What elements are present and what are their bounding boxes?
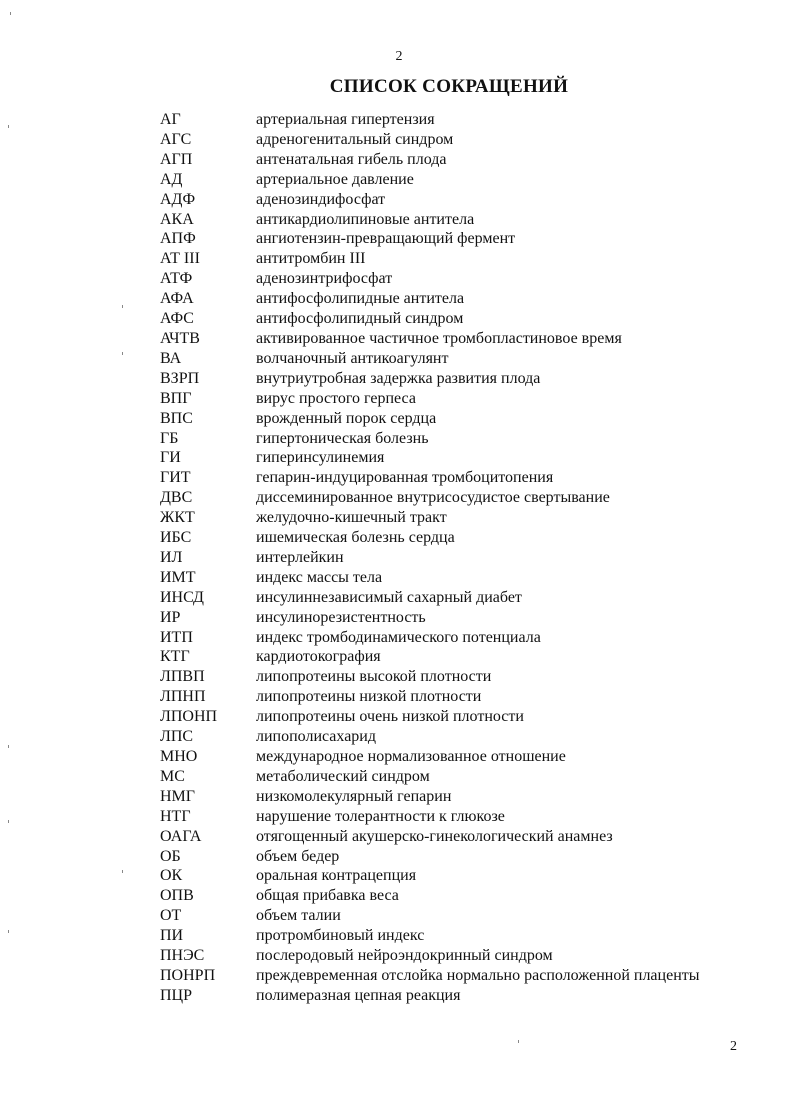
abbreviation-row (160, 369, 720, 389)
abbreviation-row (160, 966, 720, 986)
page-number-bottom: 2 (730, 1039, 737, 1054)
abbreviation-code: ЖКТ (160, 509, 195, 527)
scan-speck (8, 930, 9, 933)
abbreviation-definition: объем бедер (256, 847, 340, 865)
abbreviation-row (160, 448, 720, 468)
abbreviation-definition: общая прибавка веса (256, 887, 399, 905)
abbreviation-row (160, 329, 720, 349)
scan-speck (122, 352, 123, 355)
abbreviation-row (160, 807, 720, 827)
abbreviation-code: ИБС (160, 529, 192, 547)
abbreviation-code: КТГ (160, 648, 190, 666)
abbreviation-code: АТФ (160, 270, 193, 288)
abbreviation-row (160, 767, 720, 787)
abbreviation-row (160, 349, 720, 369)
abbreviation-definition: липополисахарид (256, 728, 376, 746)
abbreviation-definition: инсулиннезависимый сахарный диабет (256, 588, 522, 606)
abbreviation-code: ВПС (160, 409, 193, 427)
abbreviation-row (160, 508, 720, 528)
abbreviation-code: АТ III (160, 250, 200, 268)
abbreviation-definition: антенатальная гибель плода (256, 150, 447, 168)
abbreviation-row (160, 229, 720, 249)
abbreviation-code: ИНСД (160, 588, 204, 606)
scan-speck (8, 820, 9, 823)
abbreviation-code: ЛПВП (160, 668, 205, 686)
abbreviation-definition: инсулинорезистентность (256, 608, 426, 626)
abbreviation-definition: международное нормализованное отношение (256, 748, 566, 765)
abbreviation-code: АГС (160, 130, 192, 148)
abbreviation-definition: аденозиндифосфат (256, 190, 386, 208)
abbreviation-row (160, 946, 720, 966)
abbreviation-row (160, 409, 720, 429)
abbreviation-code: ВПГ (160, 389, 192, 407)
abbreviation-definition: интерлейкин (256, 548, 344, 566)
abbreviation-definition: антитромбин III (256, 250, 366, 268)
scan-speck (8, 745, 9, 748)
abbreviation-row (160, 667, 720, 687)
abbreviation-row (160, 429, 720, 449)
abbreviation-row (160, 847, 720, 867)
abbreviation-row (160, 588, 720, 608)
abbreviation-definition: врожденный порок сердца (256, 409, 437, 427)
abbreviation-code: ОАГА (160, 827, 202, 845)
abbreviation-code: ПОНРП (160, 966, 216, 984)
abbreviation-code: НТГ (160, 807, 191, 825)
abbreviation-row (160, 309, 720, 329)
abbreviation-definition: индекс тромбодинамического потенциала (256, 628, 541, 646)
scan-speck (518, 1040, 519, 1043)
abbreviation-row (160, 269, 720, 289)
abbreviation-definition: антифосфолипидные антитела (256, 290, 465, 308)
scan-speck (122, 305, 123, 308)
abbreviation-row (160, 747, 720, 767)
abbreviation-definition: отягощенный акушерско-гинекологический анамнез (256, 827, 613, 845)
abbreviation-code: ВА (160, 349, 182, 367)
abbreviation-definition: полимеразная цепная реакция (256, 986, 461, 1004)
abbreviation-definition: оральная контрацепция (256, 867, 417, 885)
abbreviation-code: ПНЭС (160, 947, 205, 965)
abbreviation-code: ГИТ (160, 469, 191, 487)
abbreviation-code: ГИ (160, 449, 181, 467)
abbreviation-row (160, 727, 720, 747)
abbreviation-row (160, 886, 720, 906)
abbreviation-definition: антифосфолипидный синдром (256, 310, 464, 328)
abbreviation-definition: протромбиновый индекс (256, 927, 425, 945)
abbreviation-row (160, 210, 720, 230)
abbreviation-row (160, 150, 720, 170)
abbreviation-code: ОК (160, 867, 183, 885)
abbreviation-definition: аденозинтрифосфат (256, 270, 393, 288)
abbreviation-code: ОПВ (160, 887, 194, 905)
abbreviation-definition: липопротеины высокой плотности (256, 668, 492, 686)
abbreviation-row (160, 906, 720, 926)
abbreviation-row (160, 289, 720, 309)
abbreviation-definition: кардиотокография (256, 648, 381, 666)
abbreviation-code: ИМТ (160, 568, 196, 586)
abbreviation-definition: гепарин-индуцированная тромбоцитопения (256, 469, 554, 487)
abbreviation-definition: ишемическая болезнь сердца (256, 529, 455, 547)
abbreviation-row (160, 866, 720, 886)
abbreviation-definition: активированное частичное тромбопластиновое время (256, 329, 622, 347)
scan-speck (122, 870, 123, 873)
abbreviation-definition: волчаночный антикоагулянт (256, 349, 449, 367)
abbreviation-code: ПЦР (160, 986, 193, 1004)
abbreviation-definition: объем талии (256, 907, 341, 925)
abbreviation-code: НМГ (160, 787, 196, 805)
abbreviation-code: ГБ (160, 429, 179, 447)
abbreviation-row (160, 568, 720, 588)
abbreviation-definition: вирус простого герпеса (256, 389, 416, 407)
abbreviation-code: ИР (160, 608, 181, 626)
abbreviation-definition: диссеминированное внутрисосудистое свертывание (256, 489, 610, 507)
abbreviation-definition: преждевременная отслойка нормально расположенной плаценты (256, 966, 700, 984)
abbreviation-code: АЧТВ (160, 329, 200, 347)
abbreviation-row (160, 249, 720, 269)
abbreviation-definition: артериальная гипертензия (256, 111, 435, 128)
scan-speck (8, 125, 9, 128)
abbreviation-definition: гиперинсулинемия (256, 449, 385, 467)
abbreviation-code: АГ (160, 111, 181, 128)
page-number-top: 2 (395, 49, 403, 64)
abbreviation-code: ПИ (160, 927, 184, 945)
abbreviation-row (160, 628, 720, 648)
abbreviation-definition: индекс массы тела (256, 568, 383, 586)
abbreviation-definition: послеродовый нейроэндокринный синдром (256, 947, 553, 965)
abbreviation-definition: адреногенитальный синдром (256, 130, 454, 148)
abbreviation-code: МС (160, 767, 185, 785)
abbreviation-row (160, 110, 720, 130)
abbreviation-row (160, 170, 720, 190)
abbreviation-code: ВЗРП (160, 369, 200, 387)
abbreviation-code: АПФ (160, 230, 196, 248)
abbreviation-row (160, 130, 720, 150)
abbreviation-code: МНО (160, 748, 198, 765)
abbreviation-row (160, 787, 720, 807)
scan-speck (10, 12, 11, 15)
abbreviation-row (160, 827, 720, 847)
abbreviation-list (160, 110, 720, 1006)
abbreviation-definition: артериальное давление (256, 170, 414, 188)
abbreviation-code: ЛПОНП (160, 708, 218, 726)
abbreviation-row (160, 608, 720, 628)
abbreviation-code: ОБ (160, 847, 181, 865)
abbreviation-code: ЛПНП (160, 688, 206, 706)
abbreviation-code: ИЛ (160, 548, 183, 566)
abbreviation-definition: метаболический синдром (256, 767, 430, 785)
abbreviation-code: АД (160, 170, 183, 188)
abbreviation-definition: липопротеины низкой плотности (256, 688, 482, 706)
abbreviation-definition: желудочно-кишечный тракт (256, 509, 447, 527)
abbreviation-row (160, 647, 720, 667)
abbreviation-definition: гипертоническая болезнь (256, 429, 429, 447)
abbreviation-code: ОТ (160, 907, 182, 925)
abbreviation-code: ЛПС (160, 728, 194, 746)
abbreviation-definition: ангиотензин-превращающий фермент (256, 230, 516, 248)
abbreviation-row (160, 488, 720, 508)
abbreviation-code: ДВС (160, 489, 193, 507)
abbreviation-row (160, 687, 720, 707)
abbreviation-definition: липопротеины очень низкой плотности (256, 708, 524, 726)
abbreviation-row (160, 548, 720, 568)
page-title: СПИСОК СОКРАЩЕНИЙ (329, 76, 569, 97)
abbreviation-row (160, 528, 720, 548)
abbreviation-code: АГП (160, 150, 193, 168)
abbreviation-row (160, 926, 720, 946)
abbreviation-row (160, 190, 720, 210)
abbreviation-code: АКА (160, 210, 194, 228)
abbreviation-row (160, 986, 720, 1006)
abbreviation-definition: антикардиолипиновые антитела (256, 210, 475, 228)
abbreviation-row (160, 707, 720, 727)
abbreviation-definition: внутриутробная задержка развития плода (256, 369, 541, 387)
abbreviation-row (160, 468, 720, 488)
abbreviation-row (160, 389, 720, 409)
abbreviation-definition: нарушение толерантности к глюкозе (256, 807, 505, 825)
abbreviation-code: АФС (160, 310, 194, 328)
abbreviation-code: АДФ (160, 190, 196, 208)
abbreviation-code: ИТП (160, 628, 193, 646)
abbreviation-code: АФА (160, 290, 194, 308)
abbreviation-definition: низкомолекулярный гепарин (256, 787, 452, 805)
